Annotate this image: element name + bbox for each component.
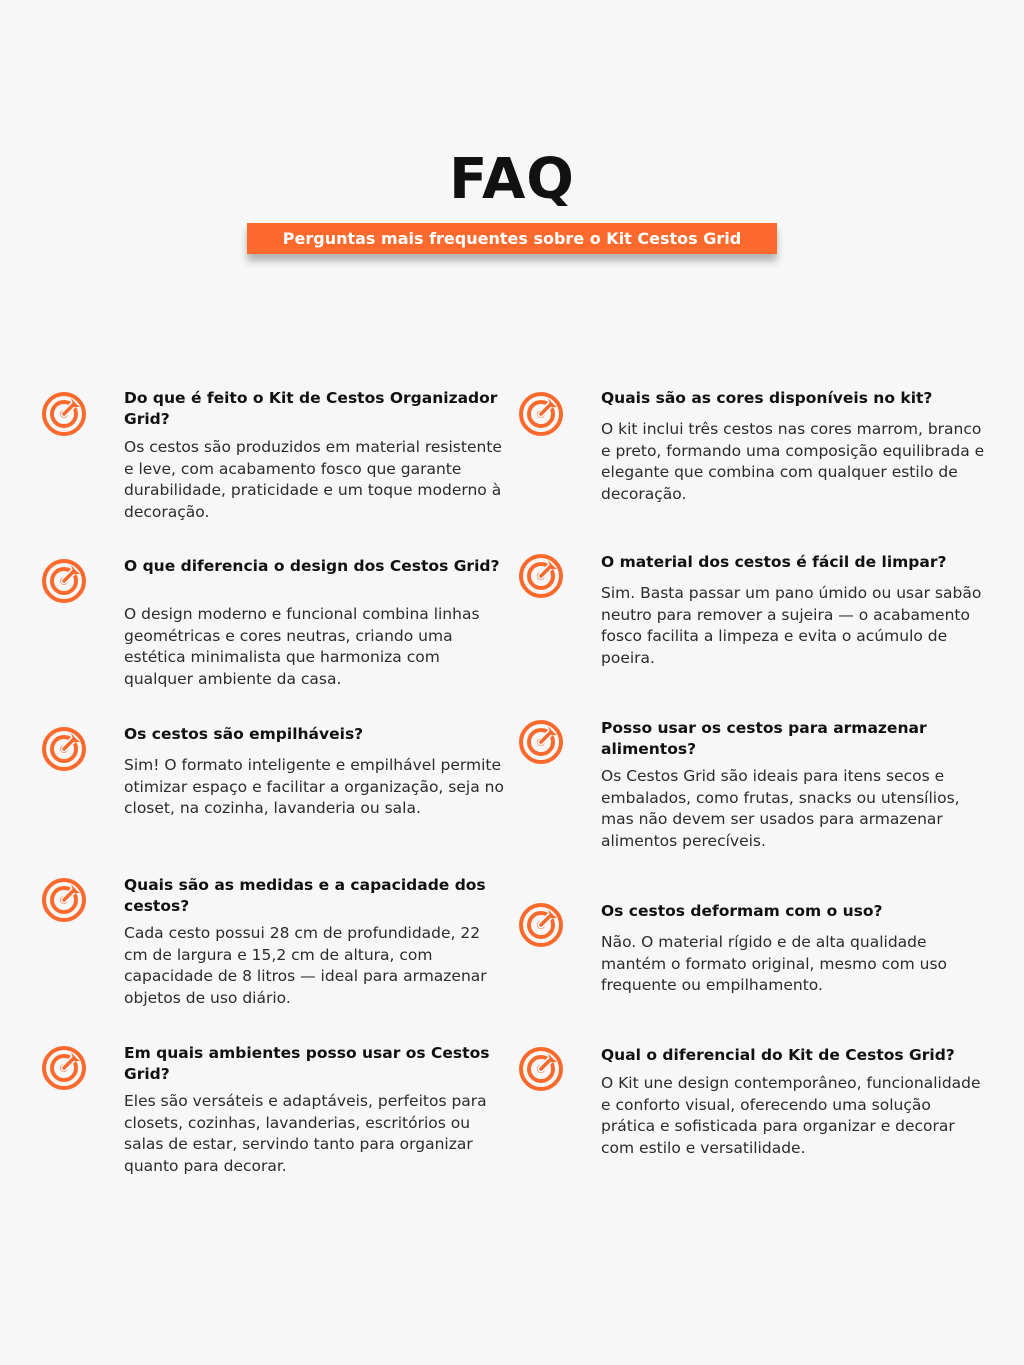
faq-answer: Cada cesto possui 28 cm de profundidade, 22 cm de largura e 15,2 cm de altura, com capacidade de 8 litros — ideal para armazenar objetos de uso diário. bbox=[124, 924, 487, 1007]
faq-answer: O Kit une design contemporâneo, funcionalidade e conforto visual, oferecendo uma solução prática e sofisticada para organizar e decorar com estilo e versatilidade. bbox=[601, 1074, 981, 1157]
faq-answer: Sim! O formato inteligente e empilhável permite otimizar espaço e facilitar a organização, seja no closet, na cozinha, lavanderia ou sala. bbox=[124, 756, 504, 817]
faq-question: Os cestos deformam com o uso? bbox=[601, 902, 883, 920]
target-arrow-icon bbox=[41, 726, 87, 772]
target-arrow-icon bbox=[41, 391, 87, 437]
faq-question: Quais são as medidas e a capacidade dos cestos? bbox=[124, 876, 486, 915]
faq-answer: Sim. Basta passar um pano úmido ou usar sabão neutro para remover a sujeira — o acabamento fosco facilita a limpeza e evita o acúmulo de poeira. bbox=[601, 584, 982, 667]
faq-question: Qual o diferencial do Kit de Cestos Grid? bbox=[601, 1046, 955, 1064]
subtitle-banner: Perguntas mais frequentes sobre o Kit Cestos Grid bbox=[247, 223, 777, 254]
target-arrow-icon bbox=[41, 1045, 87, 1091]
faq-answer: Eles são versáteis e adaptáveis, perfeitos para closets, cozinhas, lavanderias, escritórios ou salas de estar, servindo tanto para organizar quanto para decorar. bbox=[124, 1092, 487, 1175]
target-arrow-icon bbox=[518, 719, 564, 765]
target-arrow-icon bbox=[518, 553, 564, 599]
faq-answer: Não. O material rígido e de alta qualidade mantém o formato original, mesmo com uso frequente ou empilhamento. bbox=[601, 933, 948, 994]
faq-question: Quais são as cores disponíveis no kit? bbox=[601, 389, 933, 407]
page-title: FAQ bbox=[449, 147, 575, 212]
target-arrow-icon bbox=[41, 877, 87, 923]
faq-answer: Os Cestos Grid são ideais para itens secos e embalados, como frutas, snacks ou utensílios, mas não devem ser usados para armazenar alimentos perecíveis. bbox=[601, 767, 960, 850]
faq-question: Os cestos são empilháveis? bbox=[124, 725, 364, 743]
faq-question: Do que é feito o Kit de Cestos Organizador Grid? bbox=[124, 389, 498, 428]
target-arrow-icon bbox=[518, 1046, 564, 1092]
faq-answer: O design moderno e funcional combina linhas geométricas e cores neutras, criando uma estética minimalista que harmoniza com qualquer ambiente da casa. bbox=[124, 605, 480, 688]
faq-answer: O kit inclui três cestos nas cores marrom, branco e preto, formando uma composição equilibrada e elegante que combina com qualquer estilo de decoração. bbox=[601, 420, 985, 503]
faq-question: O material dos cestos é fácil de limpar? bbox=[601, 553, 947, 571]
target-arrow-icon bbox=[41, 558, 87, 604]
faq-answer: Os cestos são produzidos em material resistente e leve, com acabamento fosco que garante durabilidade, praticidade e um toque moderno à decoração. bbox=[124, 438, 502, 521]
target-arrow-icon bbox=[518, 902, 564, 948]
faq-question: Em quais ambientes posso usar os Cestos Grid? bbox=[124, 1044, 490, 1083]
target-arrow-icon bbox=[518, 391, 564, 437]
faq-question: O que diferencia o design dos Cestos Grid? bbox=[124, 557, 500, 575]
faq-question: Posso usar os cestos para armazenar alimentos? bbox=[601, 719, 927, 758]
